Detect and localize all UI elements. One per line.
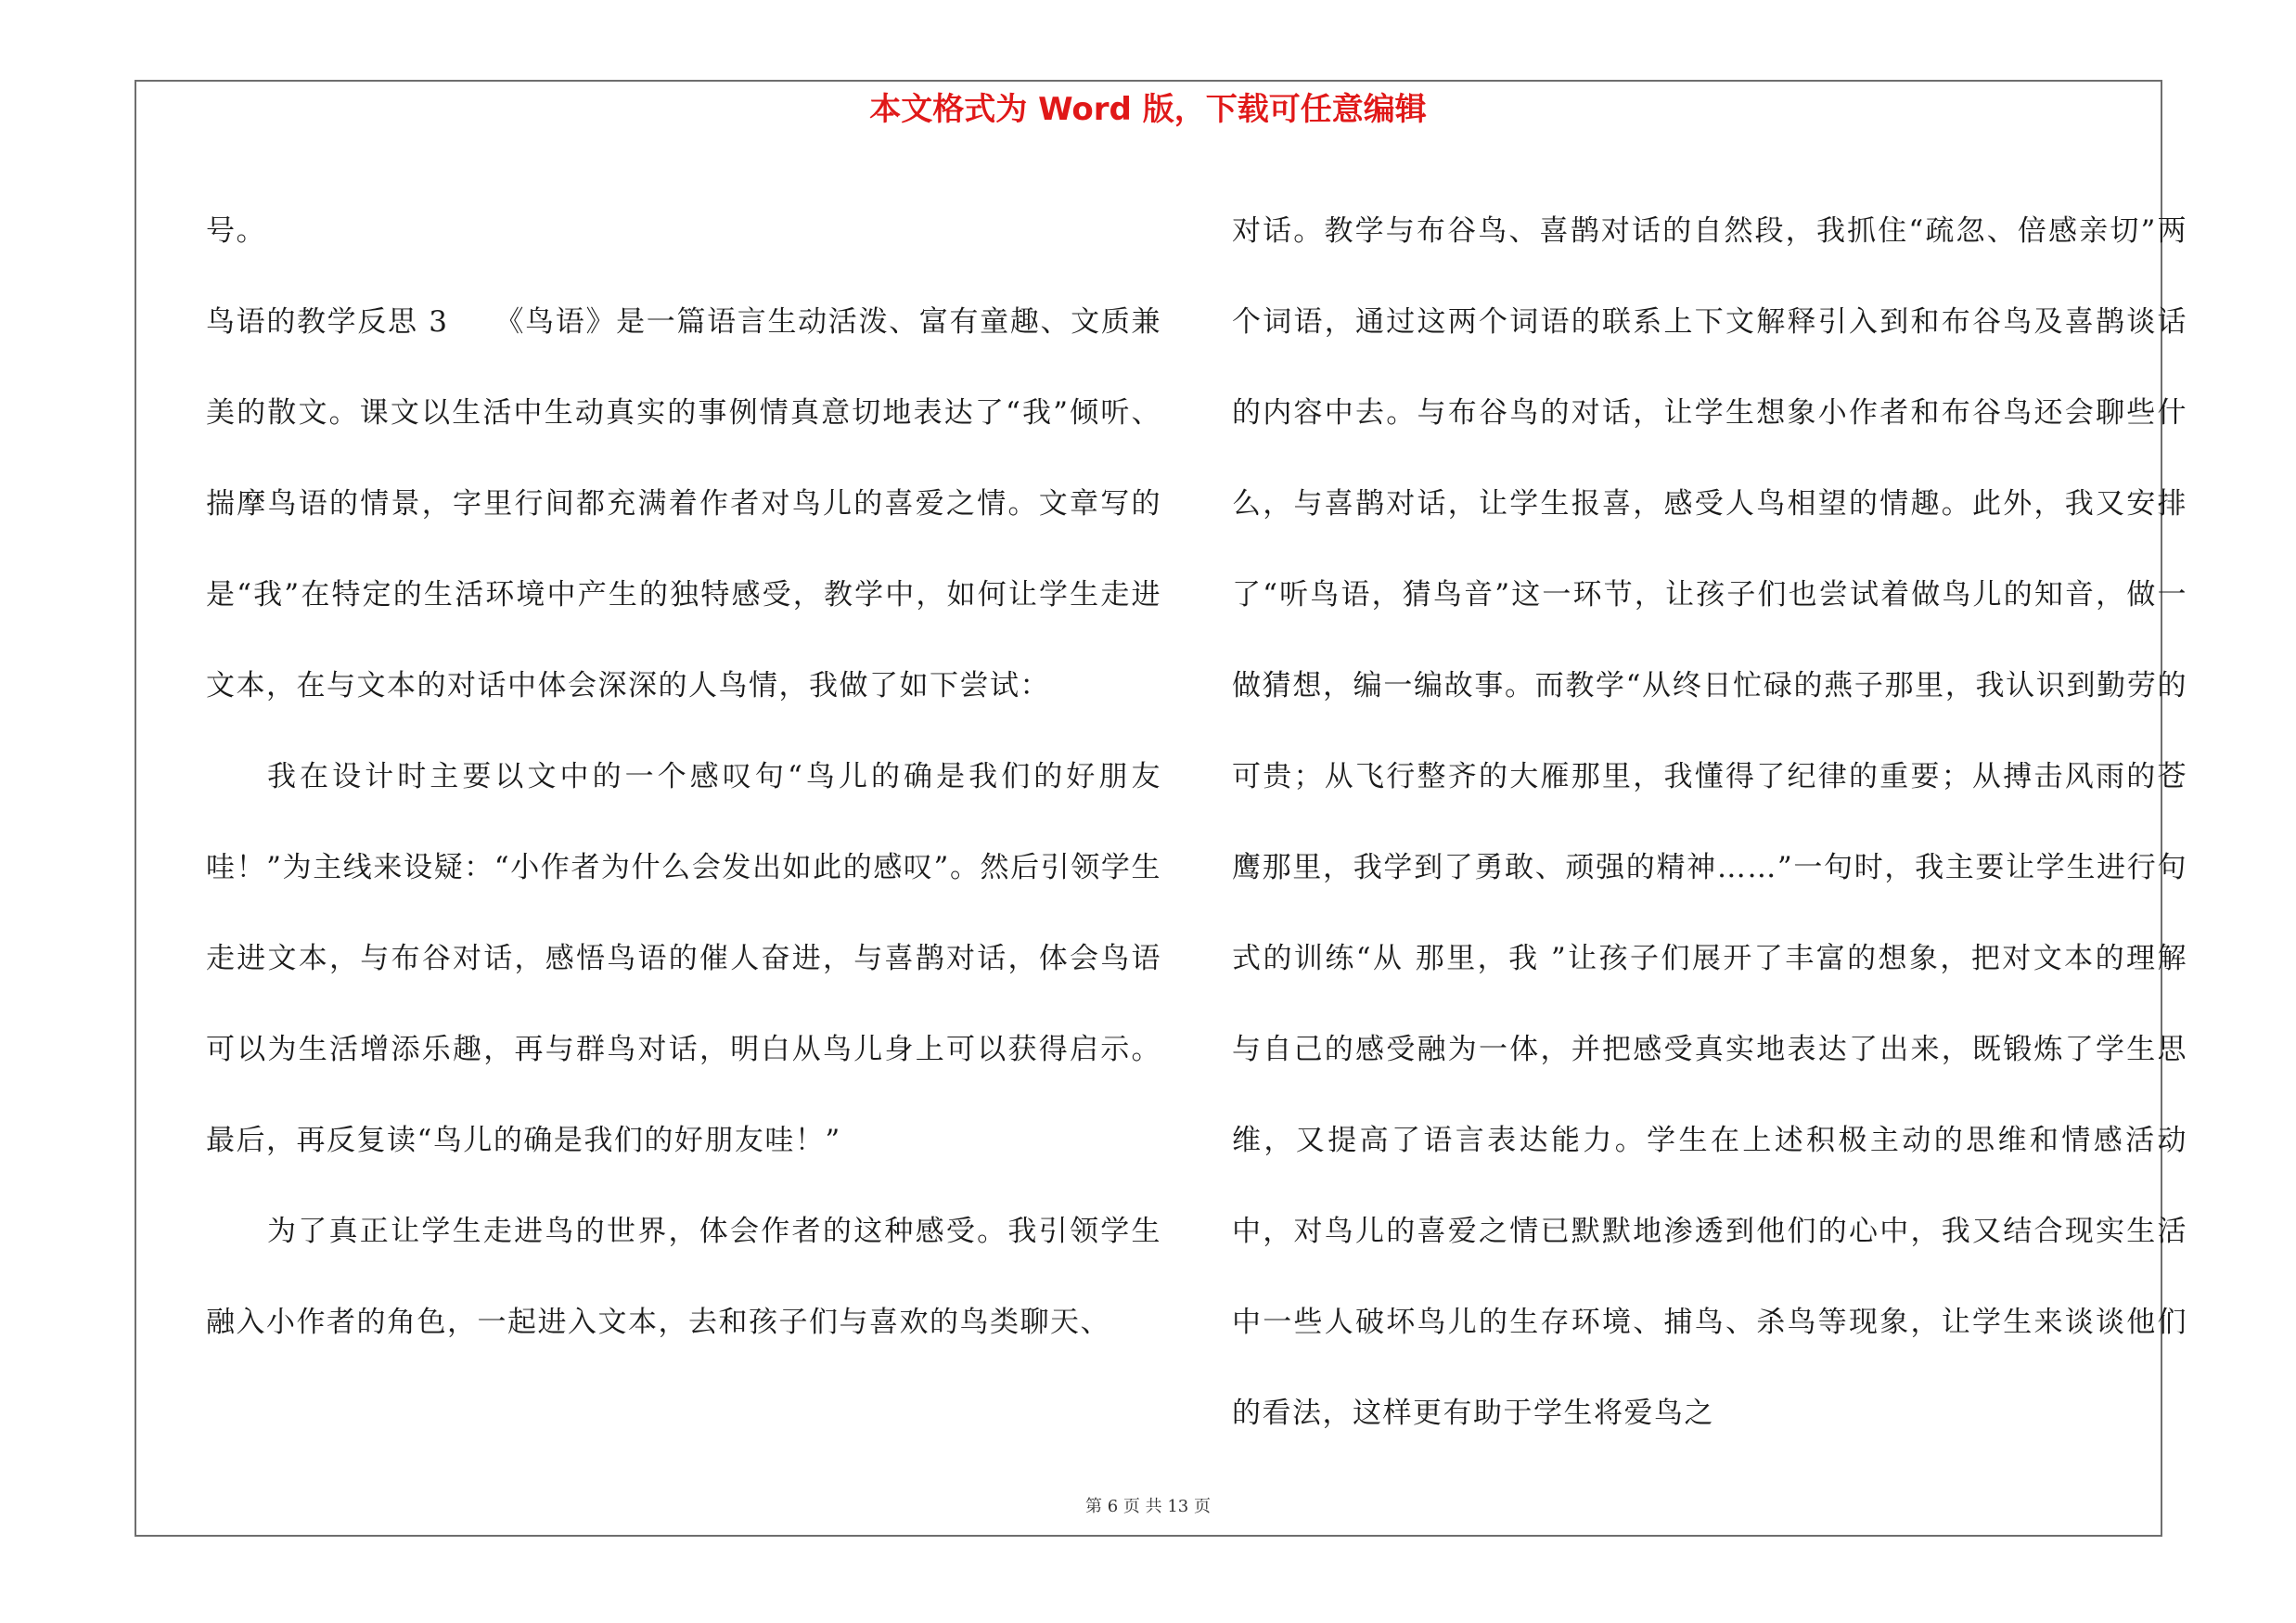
- paragraph: 我在设计时主要以文中的一个感叹句“鸟儿的确是我们的好朋友哇！”为主线来设疑：“小作者为什么会发出如此的感叹”。然后引领学生走进文本，与布谷对话，感悟鸟语的催人奋进，与喜鹊对话，体会鸟语可以为生活增添乐趣，再与群鸟对话，明白从鸟儿身上可以获得启示。最后，再反复读“鸟儿的确是我们的好朋友哇！”: [206, 760, 1161, 1157]
- paragraph: 对话。教学与布谷鸟、喜鹊对话的自然段，我抓住“疏忽、倍感亲切”两个词语，通过这两个词语的联系上下文解释引入到和布谷鸟及喜鹊谈话的内容中去。与布谷鸟的对话，让学生想象小作者和布谷鸟还会聊些什么，与喜鹊对话，让学生报喜，感受人鸟相望的情趣。此外，我又安排了“听鸟语，猜鸟音”这一环节，让孩子们也尝试着做鸟儿的知音，做一做猜想，编一编故事。而教学“从终日忙碌的燕子那里，我认识到勤劳的可贵；从飞行整齐的大雁那里，我懂得了纪律的重要；从搏击风雨的苍鹰那里，我学到了勇敢、顽强的精神……”一句时，我主要让学生进行句式的训练“从 那里，我 ”让孩子们展开了丰富的想象，把对文本的理解与自己的感受融为一体，并把感受真实地表达了出来，既锻炼了学生思维，又提高了语言表达能力。学生在上述积极主动的思维和情感活动中，对鸟儿的喜爱之情已默默地渗透到他们的心中，我又结合现实生活中一些人破坏鸟儿的生存环境、捕鸟、杀鸟等现象，让学生来谈谈他们的看法，这样更有助于学生将爱鸟之: [1232, 214, 2187, 1430]
- left-text-column: [206, 186, 1161, 1368]
- right-text-column: [1232, 186, 2187, 1459]
- page-number: 第 6 页 共 13 页: [1085, 1497, 1211, 1516]
- paragraph: 号。: [206, 214, 266, 248]
- paragraph: 鸟语的教学反思 3 《鸟语》是一篇语言生动活泼、富有童趣、文质兼美的散文。课文以生活中生动真实的事例情真意切地表达了“我”倾听、揣摩鸟语的情景，字里行间都充满着作者对鸟儿的喜爱之情。文章写的是“我”在特定的生活环境中产生的独特感受，教学中，如何让学生走进文本，在与文本的对话中体会深深的人鸟情，我做了如下尝试：: [206, 305, 1161, 702]
- paragraph: 为了真正让学生走进鸟的世界，体会作者的这种感受。我引领学生融入小作者的角色，一起进入文本，去和孩子们与喜欢的鸟类聊天、: [206, 1215, 1161, 1339]
- word-format-banner: 本文格式为 Word 版，下载可任意编辑: [869, 91, 1427, 128]
